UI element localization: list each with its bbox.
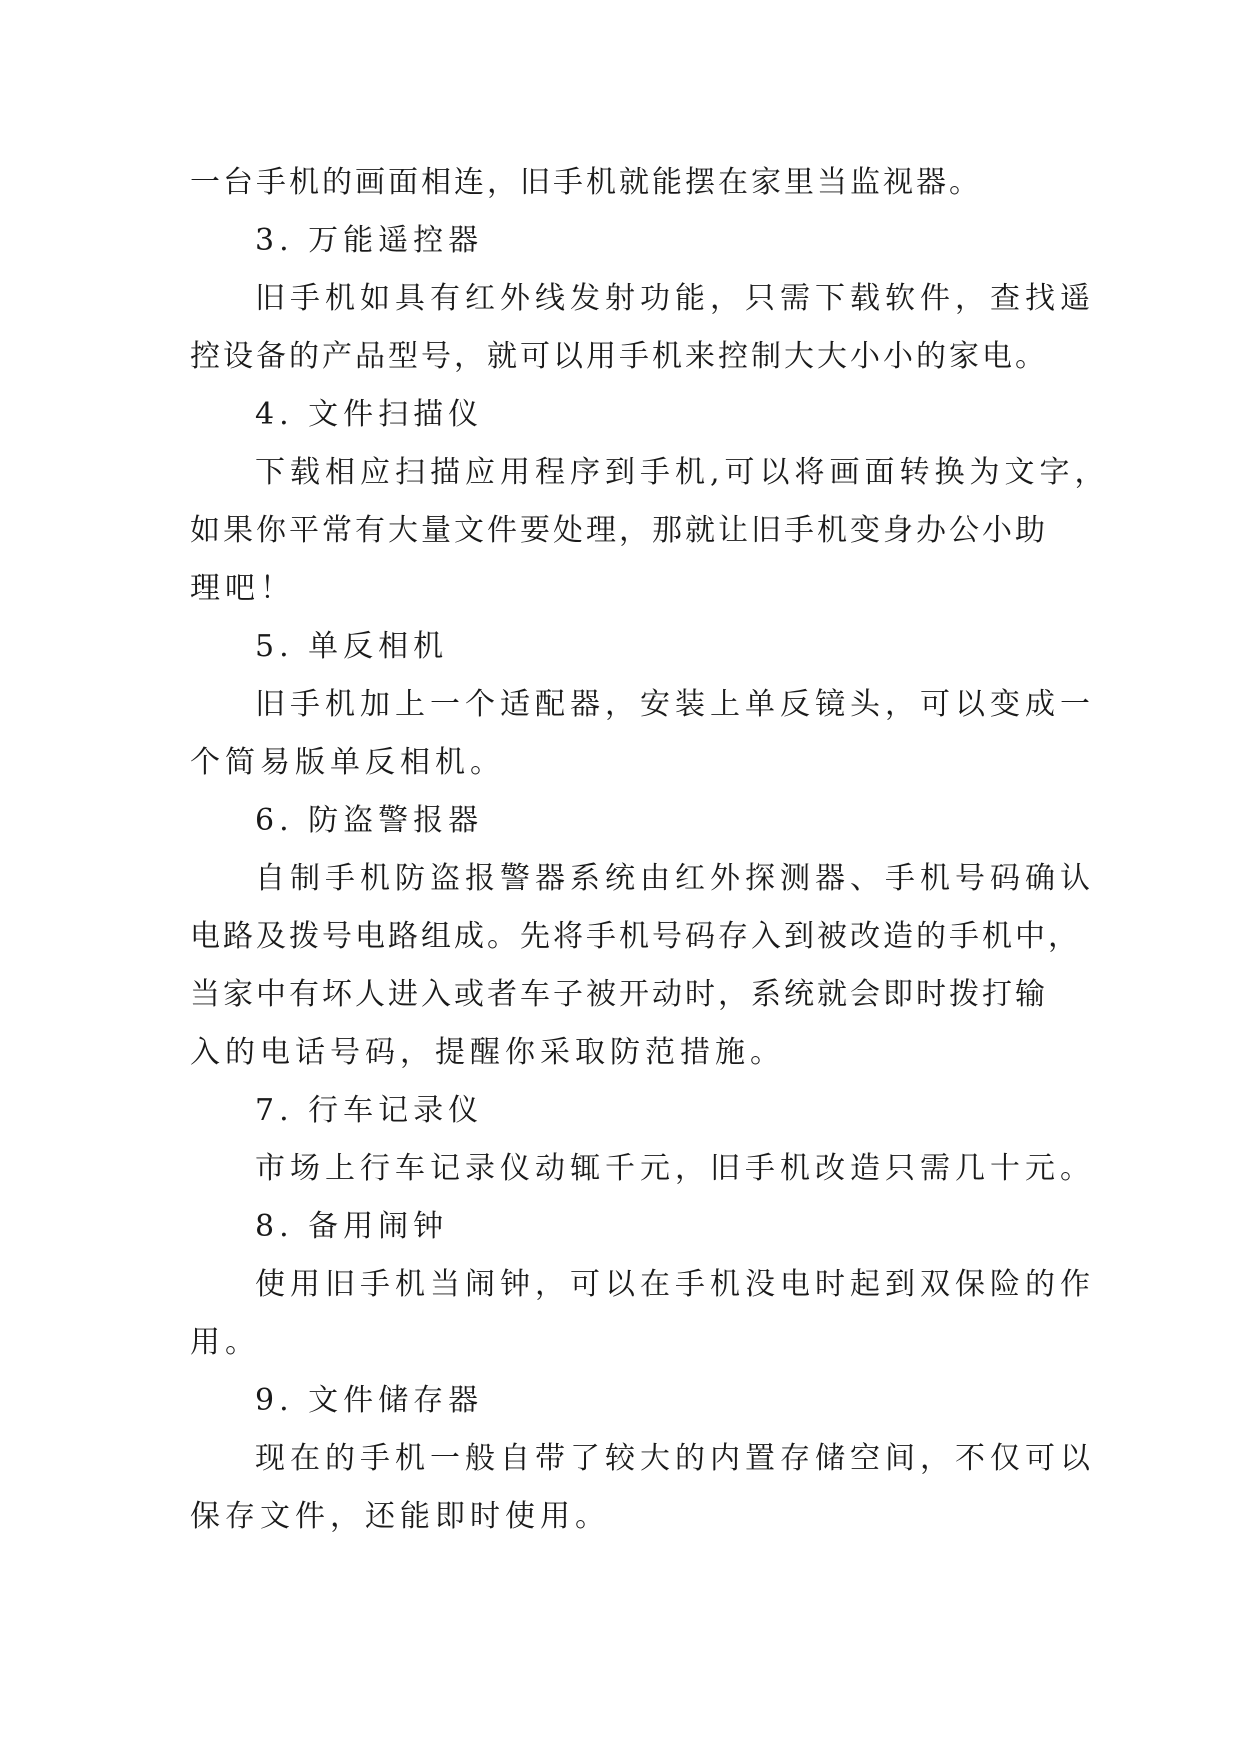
body-text-line: 理吧！	[190, 571, 295, 606]
body-text-line: 如果你平常有大量文件要处理，那就让旧手机变身办公小助	[190, 513, 1048, 548]
section-heading: 3. 万能遥控器	[255, 223, 484, 258]
body-text-line: 使用旧手机当闹钟，可以在手机没电时起到双保险的作	[255, 1267, 1095, 1302]
body-text-line: 控设备的产品型号，就可以用手机来控制大大小小的家电。	[190, 339, 1048, 374]
body-text-line: 电路及拨号电路组成。先将手机号码存入到被改造的手机中，	[190, 919, 1081, 954]
body-text-line: 一台手机的画面相连，旧手机就能摆在家里当监视器。	[190, 165, 982, 200]
body-text-line: 市场上行车记录仪动辄千元，旧手机改造只需几十元。	[255, 1151, 1095, 1186]
body-text-line: 保存文件，还能即时使用。	[190, 1499, 610, 1534]
section-heading: 4. 文件扫描仪	[255, 397, 484, 432]
body-text-line: 自制手机防盗报警器系统由红外探测器、手机号码确认	[255, 861, 1095, 896]
body-text-line: 当家中有坏人进入或者车子被开动时，系统就会即时拨打输	[190, 977, 1048, 1012]
body-text-line: 现在的手机一般自带了较大的内置存储空间，不仅可以	[255, 1441, 1095, 1476]
body-text-line: 下载相应扫描应用程序到手机,可以将画面转换为文字，	[255, 455, 1110, 490]
body-text-line: 入的电话号码，提醒你采取防范措施。	[190, 1035, 785, 1070]
section-heading: 9. 文件储存器	[255, 1383, 484, 1418]
body-text-line: 用。	[190, 1325, 260, 1360]
body-text-line: 个简易版单反相机。	[190, 745, 505, 780]
section-heading: 8. 备用闹钟	[255, 1209, 449, 1244]
section-heading: 6. 防盗警报器	[255, 803, 484, 838]
section-heading: 7. 行车记录仪	[255, 1093, 484, 1128]
section-heading: 5. 单反相机	[255, 629, 449, 664]
body-text-line: 旧手机加上一个适配器，安装上单反镜头，可以变成一	[255, 687, 1095, 722]
body-text-line: 旧手机如具有红外线发射功能，只需下载软件，查找遥	[255, 281, 1095, 316]
